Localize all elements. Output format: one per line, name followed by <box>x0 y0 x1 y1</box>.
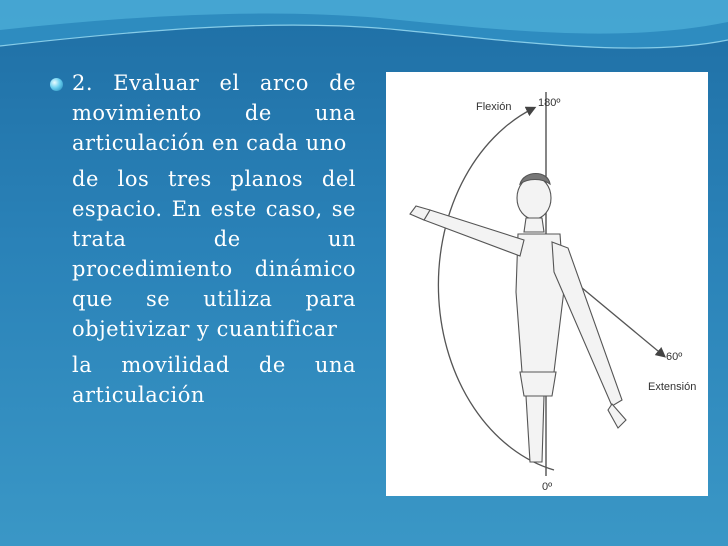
top-wave-decoration <box>0 0 728 62</box>
slide-text-block <box>50 68 356 416</box>
label-60: 60º <box>666 351 683 363</box>
human-figure-icon <box>410 174 626 463</box>
shoulder-range-of-motion-figure <box>386 72 708 496</box>
bullet-icon <box>50 78 63 91</box>
paragraph-3: la movilidad de una articulación <box>72 353 356 407</box>
label-180: 180º <box>538 97 561 109</box>
extension-label: Extensión <box>648 381 697 393</box>
flexion-label: Flexión <box>476 101 512 113</box>
label-0: 0º <box>542 481 553 493</box>
figure-illustration <box>386 72 708 496</box>
paragraph-1: 2. Evaluar el arco de movimiento de una articulación en cada uno <box>72 71 356 155</box>
paragraph-2: de los tres planos del espacio. En este caso, se trata de un procedimiento dinámico que se utiliza para objetivizar y cuantificar <box>72 167 356 341</box>
